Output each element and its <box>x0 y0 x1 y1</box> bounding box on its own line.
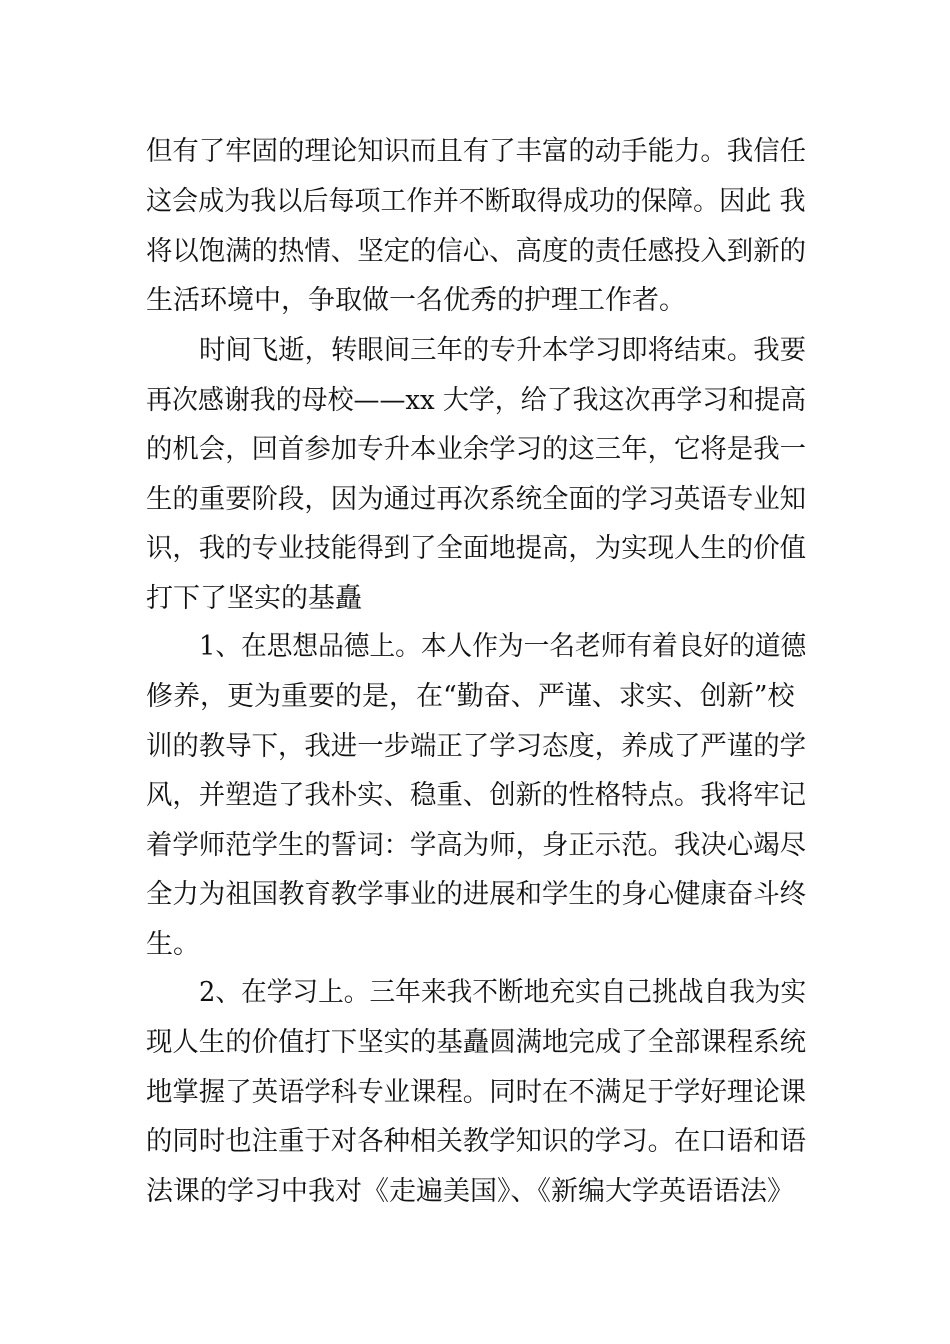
paragraph-2-line-4 <box>0 475 950 525</box>
paragraph-4-line-2 <box>0 1018 950 1068</box>
text-line: 但有了牢固的理论知识而且有了丰富的动手能力。我信任 <box>146 136 807 167</box>
paragraph-3-line-1 <box>0 622 950 672</box>
paragraph-4-line-5 <box>0 1167 950 1217</box>
text-line: 着学师范学生的誓词：学高为师，身正示范。我决心竭尽 <box>146 830 807 861</box>
paragraph-2-line-1 <box>0 326 950 376</box>
paragraph-3-line-7 <box>0 920 950 970</box>
text-line: 识，我的专业技能得到了全面地提高，为实现人生的价值 <box>146 533 807 564</box>
paragraph-2-line-5 <box>0 524 950 574</box>
paragraph-1-line-4 <box>0 276 950 326</box>
text-line: 生的重要阶段，因为通过再次系统全面的学习英语专业知 <box>146 484 807 515</box>
text-line: 生。 <box>146 929 200 960</box>
paragraph-2-line-6 <box>0 574 950 624</box>
paragraph-4-line-3 <box>0 1068 950 1118</box>
text-line: 的机会，回首参加专升本业余学习的这三年，它将是我一 <box>146 434 807 465</box>
text-line: 风，并塑造了我朴实、稳重、创新的性格特点。我将牢记 <box>146 780 807 811</box>
paragraph-3-line-3 <box>0 722 950 772</box>
text-line: 现人生的价值打下坚实的基矗圆满地完成了全部课程系统 <box>146 1027 807 1058</box>
text-line: 修养，更为重要的是，在“勤奋、严谨、求实、创新”校 <box>146 681 795 712</box>
paragraph-1-line-2 <box>0 177 950 227</box>
text-line: 打下了坚实的基矗 <box>146 583 362 614</box>
text-line: 1、在思想品德上。本人作为一名老师有着良好的道德 <box>199 631 807 662</box>
text-line: 将以饱满的热情、坚定的信心、高度的责任感投入到新的 <box>146 236 807 267</box>
paragraph-4-line-1 <box>0 968 950 1018</box>
text-line: 地掌握了英语学科专业课程。同时在不满足于学好理论课 <box>146 1077 807 1108</box>
paragraph-3-line-6 <box>0 870 950 920</box>
paragraph-4-line-4 <box>0 1117 950 1167</box>
text-line: 训的教导下，我进一步端正了学习态度，养成了严谨的学 <box>146 731 807 762</box>
paragraph-1-line-3 <box>0 227 950 277</box>
text-line: 生活环境中，争取做一名优秀的护理工作者。 <box>146 285 686 316</box>
text-line: 时间飞逝，转眼间三年的专升本学习即将结束。我要 <box>199 335 807 366</box>
paragraph-2-line-3 <box>0 425 950 475</box>
text-line: 2、在学习上。三年来我不断地充实自己挑战自我为实 <box>199 977 807 1008</box>
paragraph-2-line-2 <box>0 376 950 426</box>
text-line: 全力为祖国教育教学事业的进展和学生的身心健康奋斗终 <box>146 879 807 910</box>
paragraph-3-line-2 <box>0 672 950 722</box>
paragraph-1-line-1 <box>0 127 950 177</box>
text-line: 这会成为我以后每项工作并不断取得成功的保障。因此 我 <box>146 186 806 217</box>
text-line: 法课的学习中我对《走遍美国》、《新编大学英语语法》 <box>146 1176 794 1207</box>
paragraph-3-line-4 <box>0 771 950 821</box>
paragraph-3-line-5 <box>0 821 950 871</box>
text-line: 的同时也注重于对各种相关教学知识的学习。在口语和语 <box>146 1126 807 1157</box>
text-line: 再次感谢我的母校——xx 大学，给了我这次再学习和提高 <box>146 385 807 416</box>
